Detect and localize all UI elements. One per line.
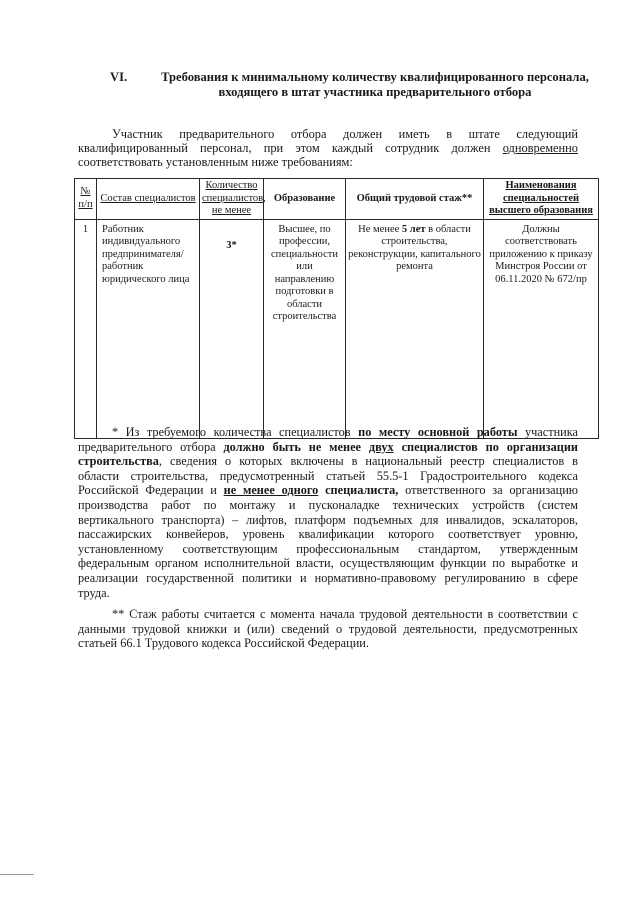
intro-line: Участник предварительного отбора должен иметь в штате следующий — [112, 127, 578, 141]
intro-line: квалифицированный персонал, при этом каждый сотрудник должен одновременно — [78, 141, 578, 155]
footnote-experience — [78, 607, 578, 651]
footnote-line: Российской Федерации и не менее одного специалиста, ответственного за организацию — [78, 483, 578, 498]
header-count: Количество специалистов, не менее — [200, 179, 264, 220]
section-number: VI. — [110, 70, 128, 84]
header-specialties: Наименования специальностей высшего образования — [484, 179, 599, 220]
underlined-word: одновременно — [502, 141, 578, 155]
header-num: № п/п — [75, 179, 97, 220]
table-header-row — [75, 179, 599, 220]
footnote-line: области строительства, предусмотренный статьей 55.5-1 Градостроительного кодекса — [78, 468, 578, 483]
footnote-line: установленному соответствующим профессиональным стандартом, утвержденным — [78, 541, 578, 556]
intro-paragraph — [78, 127, 578, 169]
cell-education: Высшее, по профессии, специальности или направлению подготовки в области строительства — [264, 219, 346, 438]
cell-experience: Не менее 5 лет в области строительства, реконструкции, капитального ремонта — [346, 219, 484, 438]
footnote-line: статьей 66.1 Трудового кодекса Российской Федерации. — [78, 636, 369, 651]
footnote-line: строительства, сведения о которых включены в национальный реестр специалистов в — [78, 454, 578, 469]
table-row — [75, 219, 599, 438]
footnote-line: труда. — [78, 585, 110, 600]
section-title-line1: Требования к минимальному количеству квалифицированного персонала, — [161, 70, 589, 84]
footnote-line: пассажирских конвейеров, уровень квалификации которого соответствует уровню, — [78, 527, 578, 542]
footnote-line: вертикального транспорта) – лифтов, платформ подъемных для инвалидов, эскалаторов, — [78, 512, 578, 527]
cell-num: 1 — [75, 219, 97, 438]
header-education: Образование — [264, 179, 346, 220]
footnote-line: предварительного отбора должно быть не менее двух специалистов по организации — [78, 439, 579, 454]
cell-count: 3* — [200, 219, 264, 438]
header-composition: Состав специалистов — [97, 179, 200, 220]
intro-line: соответствовать установленным ниже требованиям: — [78, 155, 353, 169]
footnote-line: реализации государственной политики и нормативно-правовому регулированию в сфере — [78, 570, 578, 585]
footnote-line: данными трудовой книжки и (или) сведений о трудовой деятельности, предусмотренных — [78, 621, 578, 636]
header-experience: Общий трудовой стаж** — [346, 179, 484, 220]
footnote-line: * Из требуемого количества специалистов по месту основной работы участника — [112, 425, 578, 439]
footnote-staff — [78, 425, 578, 600]
footnote-line: федеральным органом исполнительной власти, осуществляющим функции по выработке и — [78, 556, 578, 571]
requirements-table — [74, 178, 599, 439]
footnote-line: производства работ по монтажу и пусконаладке технических устройств (систем — [78, 497, 578, 512]
section-title — [155, 70, 595, 100]
cell-composition: Работник индивидуального предпринимателя/ работник юридического лица — [97, 219, 200, 438]
cell-specialties: Должны соответствовать приложению к приказу Минстроя России от 06.11.2020 № 672/пр — [484, 219, 599, 438]
section-title-line2: входящего в штат участника предварительного отбора — [218, 85, 532, 99]
footnote-line: ** Стаж работы считается с момента начала трудовой деятельности в соответствии с — [112, 607, 578, 621]
experience-years: 5 лет — [401, 223, 426, 235]
page-edge-divider — [0, 874, 34, 875]
